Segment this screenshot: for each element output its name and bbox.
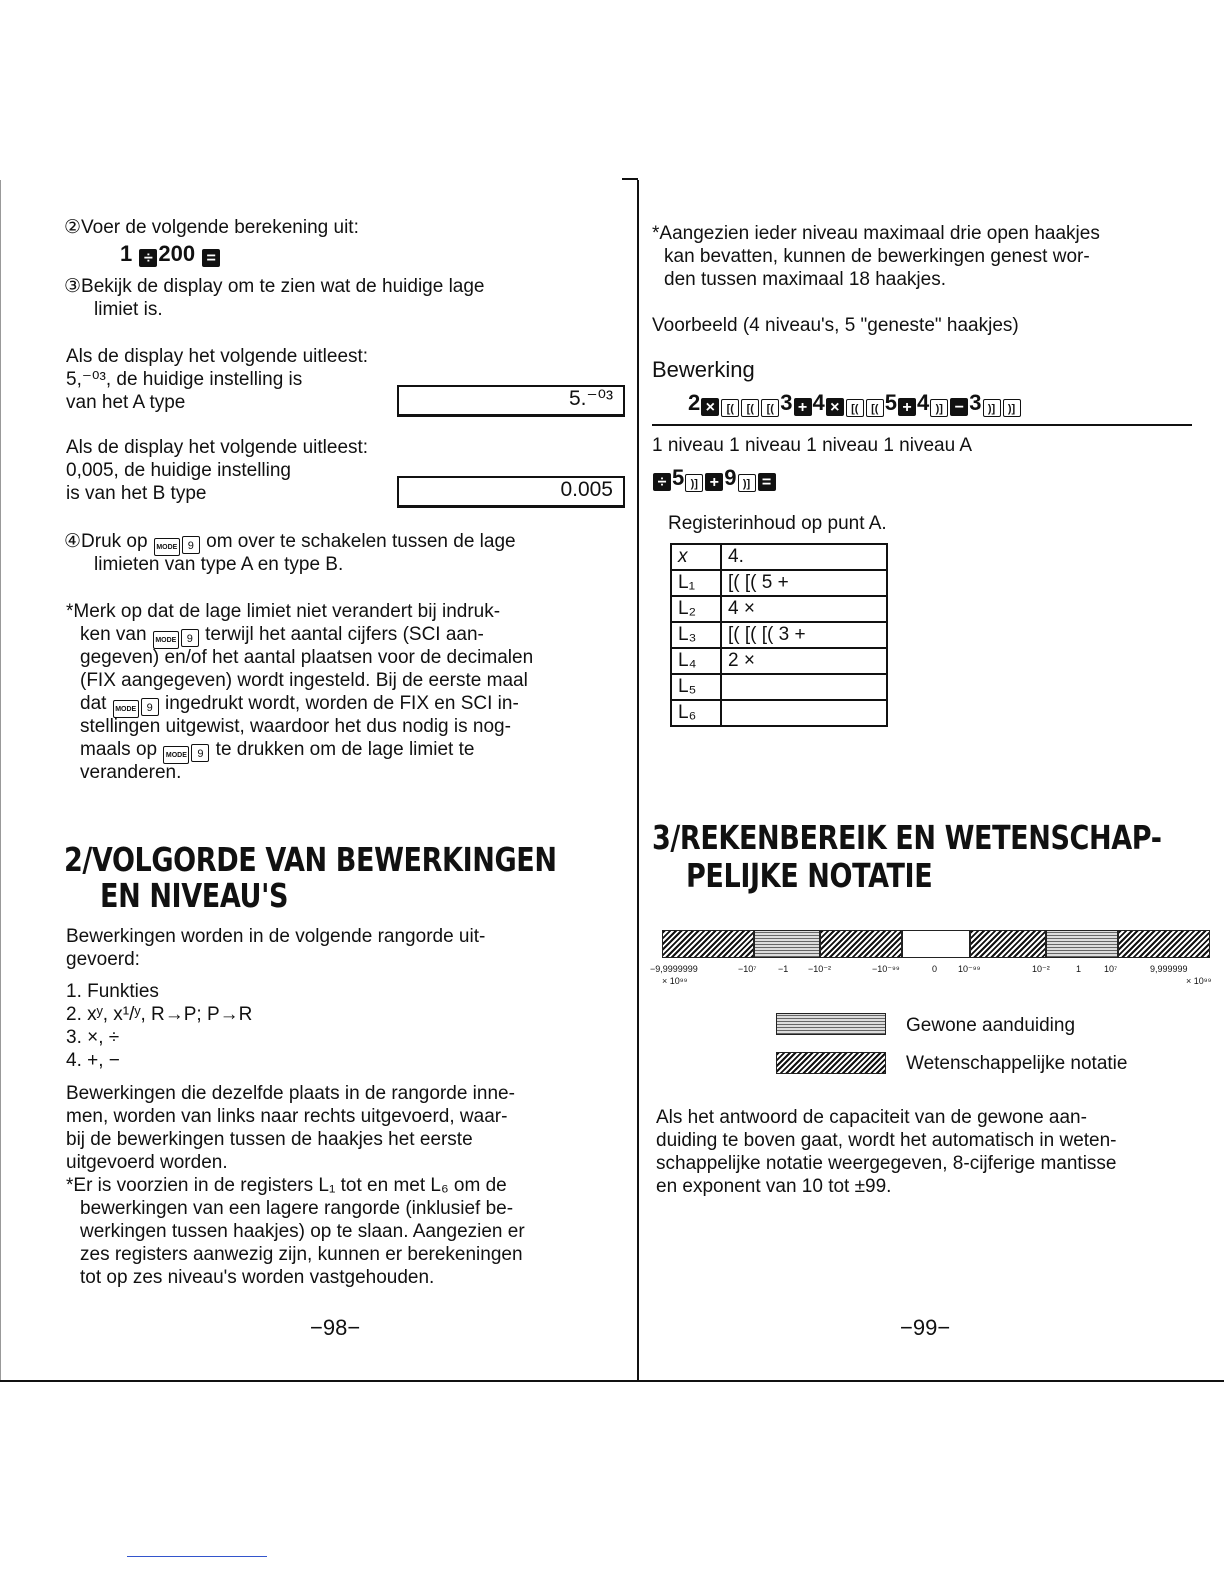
legend-sci-label: Wetenschappelijke notatie <box>906 1053 1128 1074</box>
nine-key: 9 <box>141 698 159 716</box>
section2-heading-line2: EN NIVEAU'S <box>100 876 289 915</box>
divide-key: ÷ <box>653 473 671 491</box>
step2-text: ②Voer de volgende berekening uit: <box>64 217 359 238</box>
k-3: 3 <box>780 390 793 415</box>
table-row <box>671 544 887 570</box>
para-line2: men, worden van links naar rechts uitgevoerd, waar- <box>66 1106 508 1127</box>
reg-line3: werkingen tussen haakjes) op te slaan. Aangezien er <box>80 1221 525 1242</box>
mode-key: MODE <box>163 746 189 764</box>
open-paren-key: [( <box>866 399 884 417</box>
close-paren-key: )] <box>685 474 703 492</box>
reg-value <box>721 700 887 726</box>
section2-heading-line1: 2/VOLGORDE VAN BEWERKINGEN <box>64 840 557 879</box>
reg-value: [( [( 5 + <box>721 570 887 596</box>
reg-value: [( [( [( 3 + <box>721 622 887 648</box>
note-5b: ingedrukt wordt, worden de FIX en SCI in- <box>164 693 519 714</box>
intro-line1: *Aangezien ieder niveau maximaal drie open haakjes <box>652 223 1100 244</box>
step3-line2: limiet is. <box>94 299 163 320</box>
range-para-line1: Als het antwoord de capaciteit van de gewone aan- <box>656 1107 1087 1128</box>
table-row <box>671 622 887 648</box>
bottom-rule <box>0 1380 1224 1382</box>
range-para-line2: duiding te boven gaat, wordt het automatisch in weten- <box>656 1130 1117 1151</box>
axis-tick: −10⁻² <box>808 964 832 974</box>
reg-value: 4 × <box>721 596 887 622</box>
k-5: 5 <box>884 390 897 415</box>
range-bar-sci-right <box>1118 930 1210 958</box>
step4-line2: limieten van type A en type B. <box>94 554 344 575</box>
reg-label: L₃ <box>671 622 721 648</box>
open-paren-key: [( <box>761 399 779 417</box>
axis-tick: 10⁻⁹⁹ <box>958 964 981 974</box>
step4-b: om over te schakelen tussen de lage <box>206 531 516 552</box>
reg-value <box>721 674 887 700</box>
para-line4: uitgevoerd worden. <box>66 1152 228 1173</box>
caseB-line1: Als de display het volgende uitleest: <box>66 437 369 458</box>
axis-tick: 10⁻² <box>1032 964 1050 974</box>
note-7b: te drukken om de lage limiet te <box>215 739 475 760</box>
display-type-b: 0.005 <box>397 476 625 508</box>
step3-line1: ③Bekijk de display om te zien wat de huidige lage <box>64 276 485 297</box>
axis-right-exp: × 10⁹⁹ <box>1186 976 1212 986</box>
left-margin-rule <box>0 180 1 1380</box>
mode-key: MODE <box>153 631 179 649</box>
reg-label: L₂ <box>671 596 721 622</box>
reg-label: L₄ <box>671 648 721 674</box>
order-list-2: 2. xʸ, x¹/ʸ, R→P; P→R <box>66 1004 253 1025</box>
close-paren-key: )] <box>930 399 948 417</box>
calc-1: 1 <box>120 241 133 266</box>
note-line3: gegeven) en/of het aantal plaatsen voor de decimalen <box>80 647 534 668</box>
close-paren-key: )] <box>738 474 756 492</box>
note-line8: veranderen. <box>80 762 182 783</box>
order-line1: Bewerkingen worden in de volgende rangorde uit- <box>66 926 486 947</box>
key-sequence-1 <box>688 391 1022 417</box>
note-line4: (FIX aangegeven) wordt ingesteld. Bij de eerste maal <box>80 670 528 691</box>
note-line6: stellingen uitgewist, waardoor het dus nodig is nog- <box>80 716 511 737</box>
order-line2: gevoerd: <box>66 949 140 970</box>
nine-key: 9 <box>182 536 200 554</box>
para-line3: bij de bewerkingen tussen de haakjes het eerste <box>66 1129 473 1150</box>
k-3: 3 <box>969 390 982 415</box>
axis-left-exp: × 10⁹⁹ <box>662 976 688 986</box>
k-9: 9 <box>724 465 737 490</box>
legend-sci-swatch <box>776 1052 886 1074</box>
axis-tick: −1 <box>778 964 789 974</box>
register-title: Registerinhoud op punt A. <box>668 513 887 534</box>
axis-tick: 10⁷ <box>1104 964 1118 974</box>
range-para-line3: schappelijke notatie weergegeven, 8-cijferige mantisse <box>656 1153 1117 1174</box>
plus-key: + <box>794 398 812 416</box>
reg-line1: *Er is voorzien in de registers L₁ tot en met L₆ om de <box>66 1175 507 1196</box>
axis-tick: 1 <box>1076 964 1082 974</box>
key-sequence-2 <box>652 466 777 492</box>
range-bar-underflow <box>902 930 970 958</box>
range-bar-sci-left <box>662 930 754 958</box>
nine-key: 9 <box>181 629 199 647</box>
caseA-line2: 5,⁻⁰³, de huidige instelling is <box>66 369 303 390</box>
table-row <box>671 648 887 674</box>
para-line1: Bewerkingen die dezelfde plaats in de rangorde inne- <box>66 1083 515 1104</box>
open-paren-key: [( <box>741 399 759 417</box>
note-5a: dat <box>80 693 107 714</box>
times-key: × <box>701 398 719 416</box>
axis-right-label: 9,999999 <box>1150 964 1188 974</box>
intro-line2: kan bevatten, kunnen de bewerkingen genest wor- <box>664 246 1090 267</box>
times-key: × <box>826 398 844 416</box>
caseA-line1: Als de display het volgende uitleest: <box>66 346 369 367</box>
open-paren-key: [( <box>846 399 864 417</box>
reg-value: 4. <box>721 544 887 570</box>
step2-keys <box>120 242 221 267</box>
calc-200: 200 <box>158 241 196 266</box>
range-para-line4: en exponent van 10 tot ±99. <box>656 1176 892 1197</box>
range-bar-sci-center-right <box>970 930 1046 958</box>
page-number-right: −99− <box>900 1315 951 1340</box>
reg-label: L₆ <box>671 700 721 726</box>
note-line1: *Merk op dat de lage limiet niet verandert bij indruk- <box>66 601 501 622</box>
caseB-line3: is van het B type <box>66 483 207 504</box>
k-2: 2 <box>688 390 701 415</box>
axis-left-label: −9,9999999 <box>650 964 698 974</box>
mode-key: MODE <box>113 700 139 718</box>
minus-key: − <box>950 398 968 416</box>
section3-heading-line2: PELIJKE NOTATIE <box>686 856 933 895</box>
open-paren-key: [( <box>721 399 739 417</box>
bewerking-title: Bewerking <box>652 357 755 382</box>
table-row <box>671 570 887 596</box>
note-2a: ken van <box>80 624 147 645</box>
legend-normal-label: Gewone aanduiding <box>906 1015 1076 1036</box>
equals-key: = <box>202 249 220 267</box>
center-divider <box>637 180 639 1380</box>
range-bar-sci-center-left <box>820 930 902 958</box>
mode-key: MODE <box>154 538 180 556</box>
note-2b: terwijl het aantal cijfers (SCI aan- <box>205 624 484 645</box>
reg-value: 2 × <box>721 648 887 674</box>
divide-key: ÷ <box>139 249 157 267</box>
legend-normal-swatch <box>776 1013 886 1035</box>
reg-label: L₁ <box>671 570 721 596</box>
order-list-3: 3. ×, ÷ <box>66 1027 120 1048</box>
close-paren-key: )] <box>983 399 1001 417</box>
order-list-1: 1. Funkties <box>66 981 159 1002</box>
order-list-4: 4. +, − <box>66 1050 120 1071</box>
levels-text: 1 niveau 1 niveau 1 niveau 1 niveau A <box>652 435 973 456</box>
step4-a: ④Druk op <box>64 531 148 552</box>
k-5: 5 <box>672 465 685 490</box>
plus-key: + <box>705 473 723 491</box>
reg-label: L₅ <box>671 674 721 700</box>
reg-label: x <box>671 544 721 570</box>
reg-line2: bewerkingen van een lagere rangorde (inklusief be- <box>80 1198 514 1219</box>
center-divider-top <box>622 178 638 180</box>
caseB-line2: 0,005, de huidige instelling <box>66 460 292 481</box>
range-bar-normal-right <box>1046 930 1118 958</box>
table-row <box>671 596 887 622</box>
axis-tick: 0 <box>932 964 938 974</box>
axis-tick: −10⁻⁹⁹ <box>872 964 900 974</box>
intro-line3: den tussen maximaal 18 haakjes. <box>664 269 946 290</box>
reg-line5: tot op zes niveau's worden vastgehouden. <box>80 1267 435 1288</box>
k-4: 4 <box>812 390 825 415</box>
footer-link-line <box>127 1556 267 1557</box>
axis-tick: −10⁷ <box>738 964 757 974</box>
range-bar-normal-left <box>754 930 820 958</box>
equals-key: = <box>758 473 776 491</box>
k-4: 4 <box>917 390 930 415</box>
table-row <box>671 700 887 726</box>
reg-line4: zes registers aanwezig zijn, kunnen er berekeningen <box>80 1244 523 1265</box>
plus-key: + <box>898 398 916 416</box>
note-7a: maals op <box>80 739 158 760</box>
example-title: Voorbeeld (4 niveau's, 5 "geneste" haakjes) <box>652 315 1019 336</box>
register-table <box>670 543 888 727</box>
close-paren-key: )] <box>1003 399 1021 417</box>
table-row <box>671 674 887 700</box>
display-type-a: 5.⁻⁰³ <box>397 385 625 417</box>
nine-key: 9 <box>191 744 209 762</box>
level-bracket-line <box>652 424 1192 426</box>
caseA-line3: van het A type <box>66 392 186 413</box>
page-number-left: −98− <box>310 1315 361 1340</box>
section3-heading-line1: 3/REKENBEREIK EN WETENSCHAP- <box>652 818 1162 857</box>
